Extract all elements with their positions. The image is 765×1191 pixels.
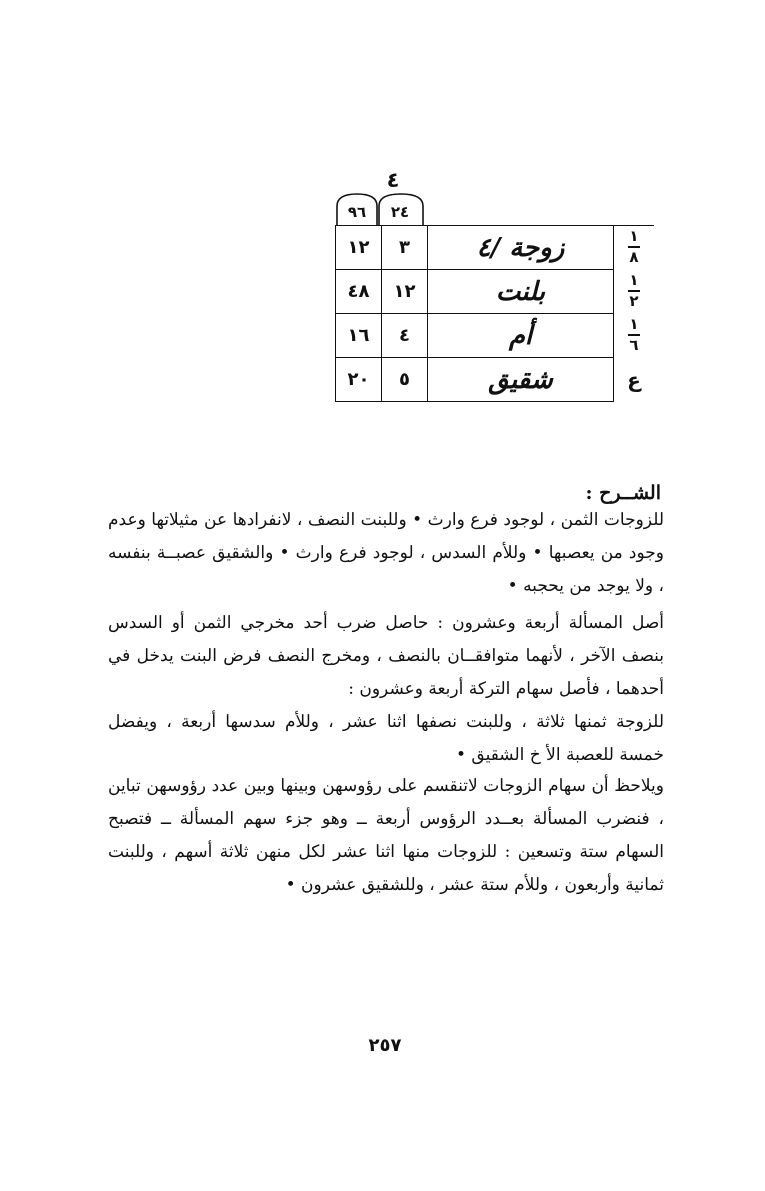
share-cell bbox=[614, 270, 655, 314]
heir-cell: بلنت bbox=[428, 270, 614, 314]
share-numerator: ١ bbox=[629, 226, 639, 245]
share-numerator: ١ bbox=[629, 270, 639, 289]
multiplier: ٤ bbox=[386, 168, 400, 192]
share-numerator: ١ bbox=[629, 314, 639, 333]
base-cell: ٥ bbox=[382, 358, 428, 402]
heir-cell: زوجة /٤ bbox=[428, 226, 614, 270]
base-cell: ٣ bbox=[382, 226, 428, 270]
table-row bbox=[336, 270, 655, 314]
base-cell: ٤ bbox=[382, 314, 428, 358]
corrected-cell: ١٢ bbox=[336, 226, 382, 270]
paragraph: أصل المسألة أربعة وعشرون : حاصل ضرب أحد مخرجي الثمن أو السدس بنصف الآخر ، لأنهما متوافقــان بالنصف ، ومخرج النصف فرض البنت يدخل في أحدهما ، فأصل سهام التركة أربعة وعشرون : bbox=[108, 613, 664, 699]
heir-cell: شقيق bbox=[428, 358, 614, 402]
share-fraction bbox=[628, 270, 640, 310]
share-denominator: ٨ bbox=[629, 247, 639, 266]
paragraph: ويلاحظ أن سهام الزوجات لاتنقسم على رؤوسهن وبينها وبين عدد رؤوسهن تباين ، فنضرب المسألة بعــدد الرؤوس أربعة ــ وهو جزء سهم المسألة ــ فتصبح السهام ستة وتسعين : للزوجات منها اثنا عشر لكل منهن ثلاثة أسهم ، وللبنت ثمانية وأربعون ، وللأم ستة عشر ، وللشقيق عشرون • bbox=[108, 776, 664, 895]
corrected-base-header: ٩٦ bbox=[347, 203, 367, 221]
inheritance-table bbox=[335, 225, 654, 402]
share-fraction bbox=[628, 314, 640, 354]
share-denominator: ٦ bbox=[629, 335, 639, 354]
corrected-cell: ٤٨ bbox=[336, 270, 382, 314]
heir-cell: أم bbox=[428, 314, 614, 358]
share-cell bbox=[614, 226, 655, 270]
table-row bbox=[336, 314, 655, 358]
share-fraction bbox=[628, 226, 640, 266]
corrected-cell: ٢٠ bbox=[336, 358, 382, 402]
table-row bbox=[336, 358, 655, 402]
explanation-heading: الشــرح : bbox=[585, 482, 661, 504]
share-cell bbox=[614, 314, 655, 358]
base-header: ٢٤ bbox=[390, 203, 410, 221]
share-denominator: ٢ bbox=[629, 291, 639, 310]
share-cell: ع bbox=[614, 358, 655, 402]
table-row bbox=[336, 226, 655, 270]
paragraph: للزوجة ثمنها ثلاثة ، وللبنت نصفها اثنا عشر ، وللأم سدسها أربعة ، ويفضل خمسة للعصبة الأ خ الشقيق • bbox=[108, 712, 664, 765]
corrected-cell: ١٦ bbox=[336, 314, 382, 358]
page-number: ٢٥٧ bbox=[368, 1035, 402, 1056]
base-cell: ١٢ bbox=[382, 270, 428, 314]
paragraph: للزوجات الثمن ، لوجود فرع وارث • وللبنت النصف ، لانفرادها عن مثيلاتها وعدم وجود من يعصبها • وللأم السدس ، لوجود فرع وارث • والشقيق عصبــة بنفسه ، ولا يوجد من يحجبه • bbox=[108, 510, 664, 596]
